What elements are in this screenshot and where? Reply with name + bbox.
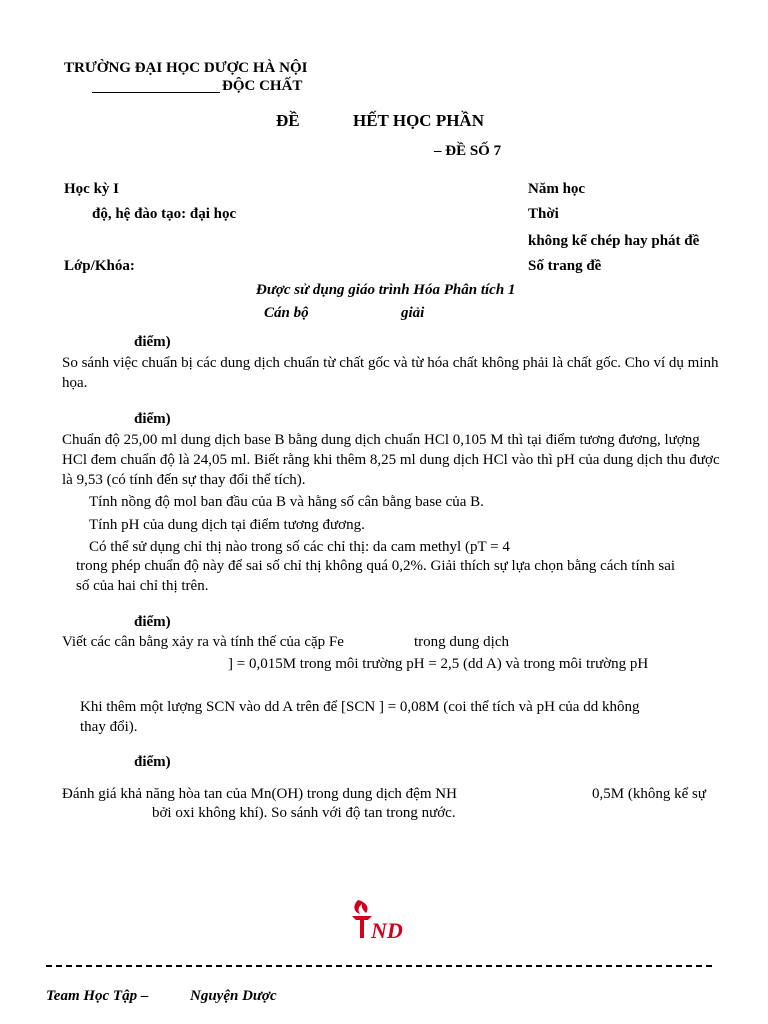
q2-sub-c-line1: Có thể sử dụng chỉ thị nào trong số các chỉ thị: da cam methyl (pT = 4 [89,539,510,555]
logo-text: ND [371,918,403,942]
q2-sub-b: Tính pH của dung dịch tại điểm tương đương. [89,517,365,533]
q2-sub-c-line3: số của hai chỉ thị trên. [76,578,209,594]
footer-team-left: Team Học Tập – [46,988,149,1004]
q4-line1-right: 0,5M (không kể sự [592,786,706,802]
q3-line1-right: trong dung dịch [414,634,509,650]
q2-sub-c-line2: trong phép chuẩn độ này để sai số chỉ thị không quá 0,2%. Giải thích sự lựa chọn bằng cách tính sai [76,558,676,574]
blank-underline [92,92,220,93]
class-label: Lớp/Khóa: [64,258,135,274]
department-name: ĐỘC CHẤT [222,78,303,94]
q2-text: Chuẩn độ 25,00 ml dung dịch base B bằng dung dịch chuẩn HCl 0,105 M thì tại điểm tương đương, lượng HCl đem chuẩn độ là 24,05 ml. Biết rằng khi thêm 8,25 ml dung dịch HCl vào thì pH của dung dịch thu được là 9,53 (có tính đến sự thay đổi thể tích). [62,432,720,488]
q1-points: điểm) [134,334,171,350]
q1-text: So sánh việc chuẩn bị các dung dịch chuẩn từ chất gốc và từ hóa chất không phải là chất gốc. Cho ví dụ minh họa. [62,355,719,391]
time-note: không kể chép hay phát đề [528,233,700,249]
proctor-note-right: giải [401,305,425,321]
exam-time: Thời [528,206,559,222]
exam-title-right: HẾT HỌC PHẦN [353,111,484,130]
allowed-materials-note: Được sử dụng giáo trình Hóa Phân tích 1 [256,282,516,298]
q3-line1-left: Viết các cân bằng xảy ra và tính thế của cặp Fe [62,634,344,650]
university-name: TRƯỜNG ĐẠI HỌC DƯỢC HÀ NỘI [64,60,308,76]
q3-line3: Khi thêm một lượng SCN vào dd A trên để [SCN ] = 0,08M (coi thể tích và pH của dd không [80,699,640,715]
torch-icon [346,896,416,942]
q3-line2: ] = 0,015M trong môi trường pH = 2,5 (dd A) và trong môi trường pH [228,656,649,672]
training-level: độ, hệ đào tạo: đại học [92,206,237,222]
q4-points: điểm) [134,754,171,770]
exam-title-left: ĐỀ [276,111,300,130]
footer-divider [46,965,712,967]
page-count: Số trang đề [528,258,602,274]
footer-team-right: Nguyện Dược [190,988,277,1004]
proctor-note-left: Cán bộ [264,305,309,321]
school-year: Năm học [528,181,586,197]
semester: Học kỳ I [64,181,120,197]
nd-logo [346,896,416,942]
q3-points: điểm) [134,614,171,630]
q2-points: điểm) [134,411,171,427]
q3-line4: thay đổi). [80,719,138,735]
q4-line2: bởi oxi không khí). So sánh với độ tan trong nước. [152,805,456,821]
q4-line1-left: Đánh giá khả năng hòa tan của Mn(OH) trong dung dịch đệm NH [62,786,457,802]
exam-code: – ĐỀ SỐ 7 [434,143,502,159]
q2-sub-a: Tính nồng độ mol ban đầu của B và hằng số cân bằng base của B. [89,494,484,510]
